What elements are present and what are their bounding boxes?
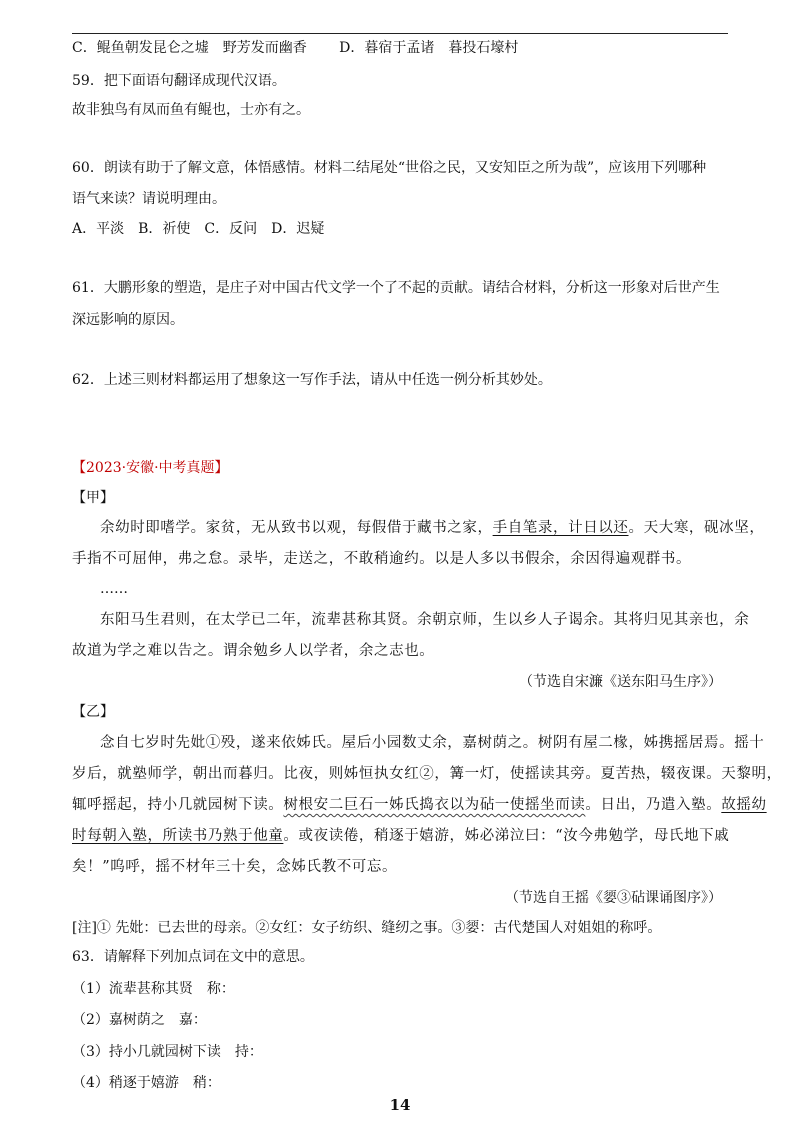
yi-line4 <box>72 826 729 846</box>
q60-line1: 60．朗读有助于了解文意，体悟感情。材料二结尾处“世俗之民，又安知臣之所为哉”，应该用下列哪种 <box>72 160 707 176</box>
q61-line2: 深远影响的原因。 <box>72 312 184 328</box>
yi-line1: 念自七岁时先妣①殁，遂来依姊氏。屋后小园数丈余，嘉树荫之。树阴有屋二椽，姊携摇居焉。摇十 <box>100 735 765 751</box>
yi-line3-text-b: 。日出，乃遣入塾。 <box>585 797 722 813</box>
q59-sentence: 故非独鸟有凤而鱼有鲲也，士亦有之。 <box>72 102 310 118</box>
q63-item-3: （3）持小几就园树下读 持： <box>72 1044 263 1060</box>
q63-item-1: （1）流辈甚称其贤 称： <box>72 981 235 997</box>
page-number: 14 <box>389 1096 411 1114</box>
jia-p1-line1 <box>100 518 764 538</box>
q58-option-c: C．鲲鱼朝发昆仑之墟 野芳发而幽香 <box>72 40 307 56</box>
yi-wavy-phrase: 树根安二巨石一姊氏捣衣以为砧一使摇坐而读 <box>283 797 586 813</box>
yi-line4-text-b: 。或夜读倦，稍逐于嬉游，姊必涕泣曰：“汝今弗勉学，母氏地下戚 <box>283 828 730 844</box>
jia-p1-text-b: 。天大寒，砚冰坚， <box>628 520 765 536</box>
q58-option-d: D．暮宿于孟诸 暮投石壕村 <box>339 40 519 56</box>
yi-source: （节选自王摇《媭③砧课诵图序》） <box>505 890 722 906</box>
jia-p2-line2: 故道为学之难以告之。谓余勉乡人以学者，余之志也。 <box>72 643 435 659</box>
jia-p1-text-a: 余幼时即嗜学。家贫，无从致书以观，每假借于藏书之家， <box>100 520 493 536</box>
yi-line5: 矣！”呜呼，摇不材年三十矣，念姊氏教不可忘。 <box>72 859 398 875</box>
q61-line1: 61．大鹏形象的塑造，是庄子对中国古代文学一个了不起的贡献。请结合材料，分析这一形象对后世产生 <box>72 280 720 296</box>
jia-ellipsis: …… <box>100 581 128 597</box>
q58-options-line <box>72 38 518 58</box>
q63-item-2: （2）嘉树荫之 嘉： <box>72 1012 207 1028</box>
jia-p2-line1: 东阳马生君则，在太学已二年，流辈甚称其贤。余朝京师，生以乡人子谒余。其将归见其亲也，余 <box>100 612 750 628</box>
q60-options: A．平淡 B．祈使 C．反问 D．迟疑 <box>72 221 325 237</box>
yi-underlined-phrase-start: 故摇幼 <box>721 797 767 813</box>
yi-line2: 岁后，就塾师学，朝出而暮归。比夜，则姊恒执女红②，篝一灯，使摇读其旁。夏苦热，辍夜课。天黎明， <box>72 766 782 782</box>
q62-line1: 62．上述三则材料都运用了想象这一写作手法，请从中任选一例分析其妙处。 <box>72 372 552 388</box>
q60-line2: 语气来读？请说明理由。 <box>72 191 226 207</box>
yi-label: 【乙】 <box>72 704 114 720</box>
q59-prompt: 59．把下面语句翻译成现代汉语。 <box>72 73 286 89</box>
jia-label: 【甲】 <box>72 490 114 506</box>
yi-line3 <box>72 795 767 815</box>
notes: [注]① 先妣：已去世的母亲。②女红：女子纺织、缝纫之事。③媭：古代楚国人对姐姐的称呼。 <box>72 920 662 936</box>
jia-p1-line2: 手指不可屈伸，弗之怠。录毕，走送之，不敢稍逾约。以是人多以书假余，余因得遍观群书。 <box>72 551 692 567</box>
q63-prompt: 63．请解释下列加点词在文中的意思。 <box>72 949 314 965</box>
yi-underlined-phrase-end: 时每朝入塾，所读书乃熟于他童 <box>72 828 284 844</box>
q63-item-4: （4）稍逐于嬉游 稍： <box>72 1075 221 1091</box>
jia-source: （节选自宋濂《送东阳马生序》） <box>519 674 722 690</box>
yi-line3-text-a: 辄呼摇起，持小几就园树下读。 <box>72 797 284 813</box>
section-tag: 【2023·安徽·中考真题】 <box>72 460 229 476</box>
top-rule <box>72 33 728 34</box>
jia-underlined-phrase: 手自笔录，计日以还 <box>492 520 629 536</box>
